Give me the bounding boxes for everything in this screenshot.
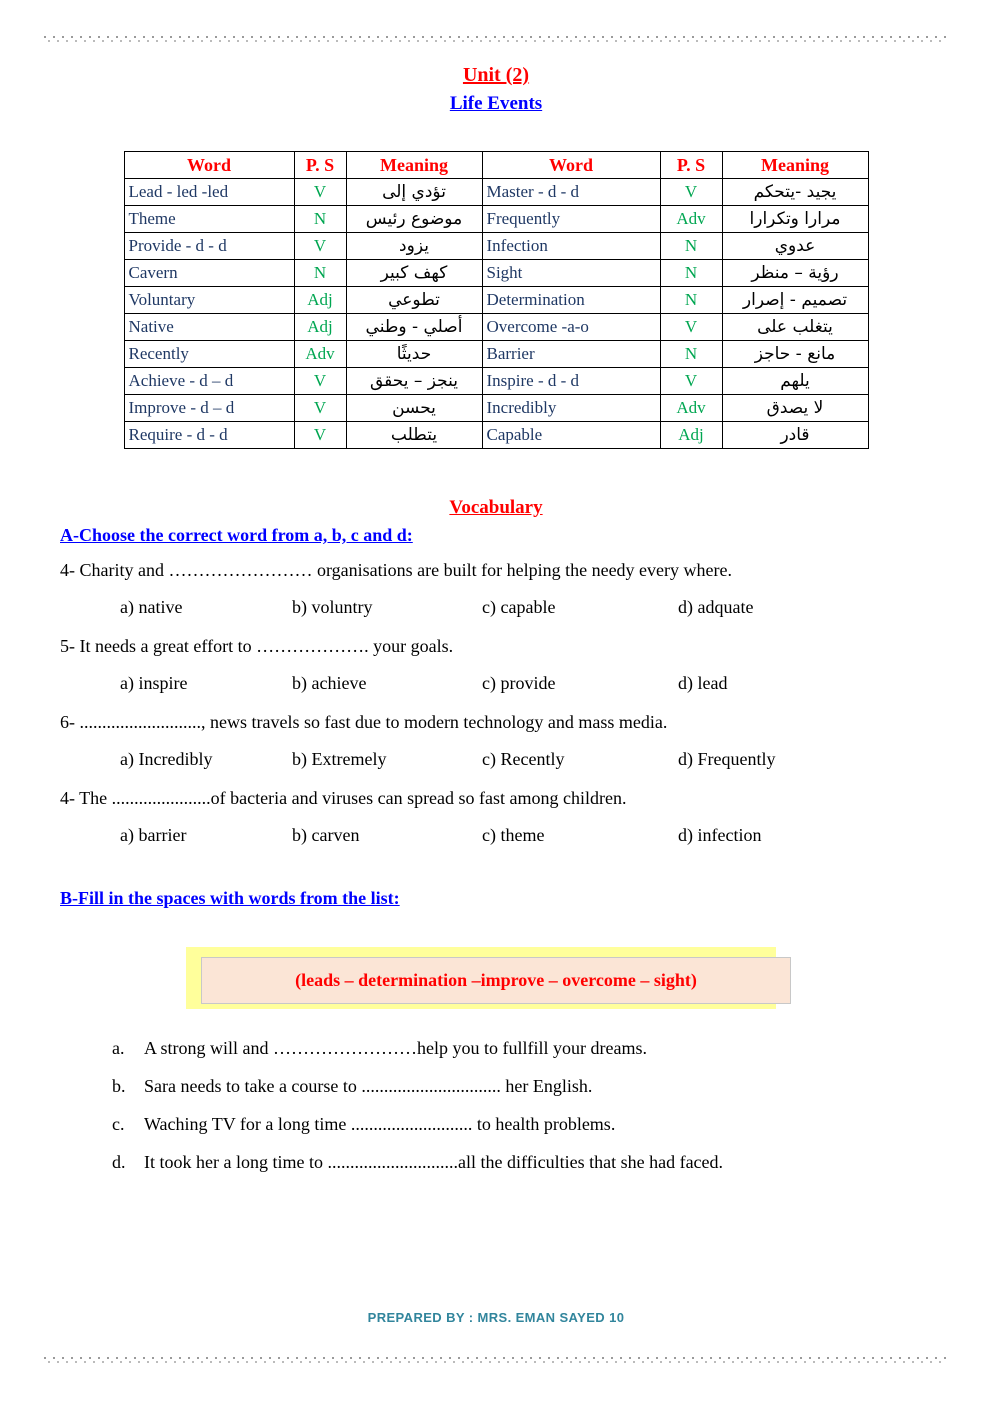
fill-item-label: a. [112,1038,125,1058]
question-text: 4- The ......................of bacteria and viruses can spread so fast among children. [60,788,627,808]
table-row [124,233,868,260]
word-cell: Infection [482,233,660,260]
meaning-cell: عدوي [722,233,868,260]
meaning-cell: تطوعي [346,287,482,314]
answer-option: c) provide [482,673,556,693]
table-header-cell: Meaning [722,152,868,179]
word-cell: Capable [482,422,660,449]
answer-option: b) Extremely [292,749,387,769]
page-title: Unit (2) [462,64,530,86]
meaning-cell: ينجز – يحقق [346,368,482,395]
fill-item-text: Waching TV for a long time ........................... to health problems. [144,1114,616,1134]
meaning-cell: أصلي - وطني [346,314,482,341]
pos-cell: Adj [294,314,346,341]
answer-option: c) Recently [482,749,565,769]
table-row [124,422,868,449]
word-cell: Native [124,314,294,341]
pos-cell: Adv [294,341,346,368]
vocabulary-heading: Vocabulary [449,497,543,518]
pos-cell: V [294,368,346,395]
fill-item-text: Sara needs to take a course to ............................... her English. [144,1076,593,1096]
meaning-cell: تؤدي إلى [346,179,482,206]
answer-option: b) voluntry [292,597,373,617]
table-header-cell: P. S [294,152,346,179]
answer-option: a) inspire [120,673,188,693]
options-row [120,825,932,846]
answer-option: d) lead [678,673,728,693]
pos-cell: V [294,395,346,422]
meaning-cell: يتطلب [346,422,482,449]
meaning-cell: حديثًا [346,341,482,368]
word-list-text: (leads – determination –improve – overcome – sight) [295,970,697,990]
vocab-table-body [124,179,868,449]
table-header-cell: Word [482,152,660,179]
section-a-heading: A-Choose the correct word from a, b, c and d: [60,525,413,545]
meaning-cell: قادر [722,422,868,449]
fill-item [112,1114,932,1135]
meaning-cell: يحسن [346,395,482,422]
pos-cell: N [294,206,346,233]
pos-cell: V [294,422,346,449]
answer-option: a) Incredibly [120,749,213,769]
word-list-box [201,957,791,1004]
meaning-cell: لا يصدق [722,395,868,422]
question [60,788,932,846]
table-row [124,206,868,233]
questions-list [60,560,932,846]
meaning-cell: يجيد -يتحكم [722,179,868,206]
meaning-cell: يزود [346,233,482,260]
table-row [124,287,868,314]
pos-cell: V [660,368,722,395]
pos-cell: Adv [660,206,722,233]
meaning-cell: كهف كبير [346,260,482,287]
options-row [120,597,932,618]
meaning-cell: موضوع رئيس [346,206,482,233]
word-cell: Frequently [482,206,660,233]
table-header-row [124,152,868,179]
word-cell: Theme [124,206,294,233]
pos-cell: N [660,341,722,368]
meaning-cell: تصميم - إصرار [722,287,868,314]
table-row [124,368,868,395]
decorative-rule-top [44,36,948,42]
page-subtitle: Life Events [449,93,543,114]
word-cell: Voluntary [124,287,294,314]
word-list-box-inner [201,957,791,1004]
fill-item [112,1152,932,1173]
table-header-cell: P. S [660,152,722,179]
meaning-cell: رؤية – منظر [722,260,868,287]
pos-cell: N [660,260,722,287]
vocab-table-head [124,152,868,179]
word-cell: Recently [124,341,294,368]
word-cell: Incredibly [482,395,660,422]
answer-option: b) carven [292,825,360,845]
word-cell: Overcome -a-o [482,314,660,341]
answer-option: b) achieve [292,673,367,693]
fill-list [112,1038,932,1173]
options-row [120,673,932,694]
fill-item-label: d. [112,1152,126,1172]
section-b-heading: B-Fill in the spaces with words from the list: [60,888,400,908]
fill-item [112,1038,932,1059]
word-cell: Determination [482,287,660,314]
pos-cell: V [294,179,346,206]
meaning-cell: مرارا وتكرارا [722,206,868,233]
answer-option: a) native [120,597,183,617]
pos-cell: N [660,287,722,314]
word-cell: Cavern [124,260,294,287]
fill-item-text: It took her a long time to .............................all the difficulties that she had faced. [144,1152,724,1172]
question [60,636,932,694]
question-text: 4- Charity and …………………… organisations are built for helping the needy every where. [60,560,733,580]
vocab-table [124,151,869,449]
answer-option: d) adquate [678,597,754,617]
word-cell: Inspire - d - d [482,368,660,395]
answer-option: d) infection [678,825,762,845]
word-cell: Achieve - d – d [124,368,294,395]
options-row [120,749,932,770]
table-header-cell: Meaning [346,152,482,179]
question [60,560,932,618]
table-row [124,314,868,341]
fill-item-label: b. [112,1076,126,1096]
pos-cell: Adj [294,287,346,314]
answer-option: c) capable [482,597,556,617]
word-cell: Barrier [482,341,660,368]
page-footer: PREPARED BY : MRS. EMAN SAYED 10 [367,1310,625,1325]
table-header-cell: Word [124,152,294,179]
table-row [124,395,868,422]
fill-item-text: A strong will and ……………………help you to fullfill your dreams. [144,1038,647,1058]
answer-option: a) barrier [120,825,187,845]
pos-cell: Adj [660,422,722,449]
pos-cell: V [660,314,722,341]
table-row [124,179,868,206]
table-row [124,260,868,287]
pos-cell: N [294,260,346,287]
question-text: 5- It needs a great effort to ………………. your goals. [60,636,454,656]
pos-cell: V [294,233,346,260]
answer-option: d) Frequently [678,749,776,769]
question [60,712,932,770]
word-cell: Lead - led -led [124,179,294,206]
meaning-cell: يلهم [722,368,868,395]
word-cell: Master - d - d [482,179,660,206]
table-row [124,341,868,368]
pos-cell: N [660,233,722,260]
answer-option: c) theme [482,825,545,845]
decorative-rule-bottom [44,1357,948,1363]
pos-cell: V [660,179,722,206]
word-cell: Improve - d – d [124,395,294,422]
word-cell: Provide - d - d [124,233,294,260]
word-cell: Require - d - d [124,422,294,449]
fill-item-label: c. [112,1114,125,1134]
pos-cell: Adv [660,395,722,422]
meaning-cell: مانع - حاجز [722,341,868,368]
fill-item [112,1076,932,1097]
question-text: 6- ..........................., news travels so fast due to modern technology and mass media. [60,712,668,732]
word-cell: Sight [482,260,660,287]
meaning-cell: يتغلب على [722,314,868,341]
